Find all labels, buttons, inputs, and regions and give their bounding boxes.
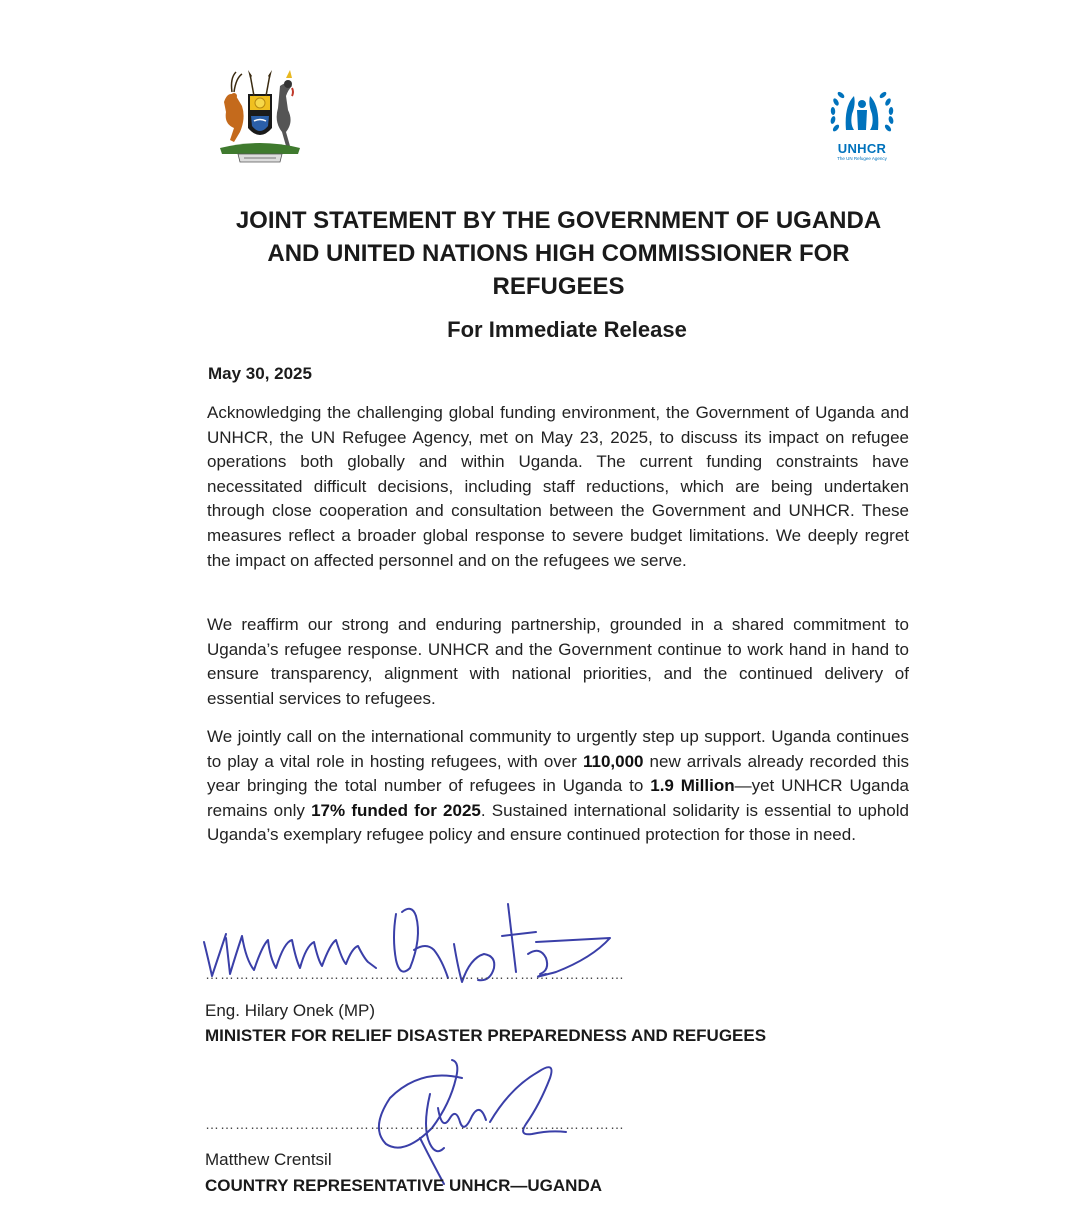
p3-text-2: new arrivals already recorded this year bringing the total number of refugees in Uganda to: [207, 751, 909, 796]
statement-title: [200, 204, 917, 303]
body-paragraph-1: Acknowledging the challenging global funding environment, the Government of Uganda and UNHCR, the UN Refugee Agency, met on May 23, 2025, to discuss its impact on refugee operations both globally and within Uganda. The current funding constraints have necessitated difficult decisions, including staff reductions, which are being undertaken through close cooperation and consultation between the Government and UNHCR. These measures reflect a broader global response to severe budget limitations. We deeply regret the impact on affected personnel and on the refugees we serve.: [207, 403, 909, 570]
title-line-1: JOINT STATEMENT BY THE GOVERNMENT OF UGANDA: [235, 207, 882, 234]
p3-bold-funding: 17% funded for 2025: [311, 800, 481, 820]
signature-line-2: …………………………………………………………………………: [205, 1116, 625, 1132]
unhcr-wordmark: UNHCR: [837, 141, 887, 156]
body-paragraph-3: [207, 725, 909, 848]
body-paragraph-2: We reaffirm our strong and enduring partnership, grounded in a shared commitment to Uganda’s refugee response. UNHCR and the Government continue to work hand in hand to ensure transparency, alignment with national priorities, and the continued delivery of essential services to refugees.: [207, 615, 909, 708]
uganda-coat-of-arms-emblem: [210, 66, 310, 164]
title-line-3: REFUGEES: [492, 273, 625, 300]
p3-bold-arrivals: 110,000: [583, 751, 644, 771]
unhcr-tagline: The UN Refugee Agency: [837, 156, 887, 161]
minister-handwritten-signature: [196, 898, 625, 998]
p3-text-3: —yet UNHCR Uganda remains only: [207, 776, 909, 820]
release-notice: For Immediate Release: [447, 317, 687, 342]
unhcr-logo: [822, 84, 902, 168]
signatory-1-name: Eng. Hilary Onek (MP): [205, 1001, 376, 1020]
signatory-2-name: Matthew Crentsil: [205, 1150, 332, 1169]
p3-bold-total: 1.9 Million: [650, 776, 735, 796]
signatory-2-title: COUNTRY REPRESENTATIVE UNHCR—UGANDA: [205, 1176, 603, 1195]
p3-text-1: We jointly call on the international community to urgently step up support. Uganda continues to play a vital role in hosting refugees, with over: [207, 727, 909, 771]
title-line-2: AND UNITED NATIONS HIGH COMMISSIONER FOR: [267, 240, 850, 267]
p3-text-4: . Sustained international solidarity is essential to uphold Uganda’s exemplary refugee policy and ensure continued protection for those in need.: [207, 800, 909, 845]
unhcr-emblem-icon: [826, 84, 898, 144]
signature-line-1: …………………………………………………………………………: [205, 966, 625, 982]
statement-date: May 30, 2025: [208, 364, 312, 383]
signatory-1-title: MINISTER FOR RELIEF DISASTER PREPAREDNESS AND REFUGEES: [205, 1026, 767, 1045]
